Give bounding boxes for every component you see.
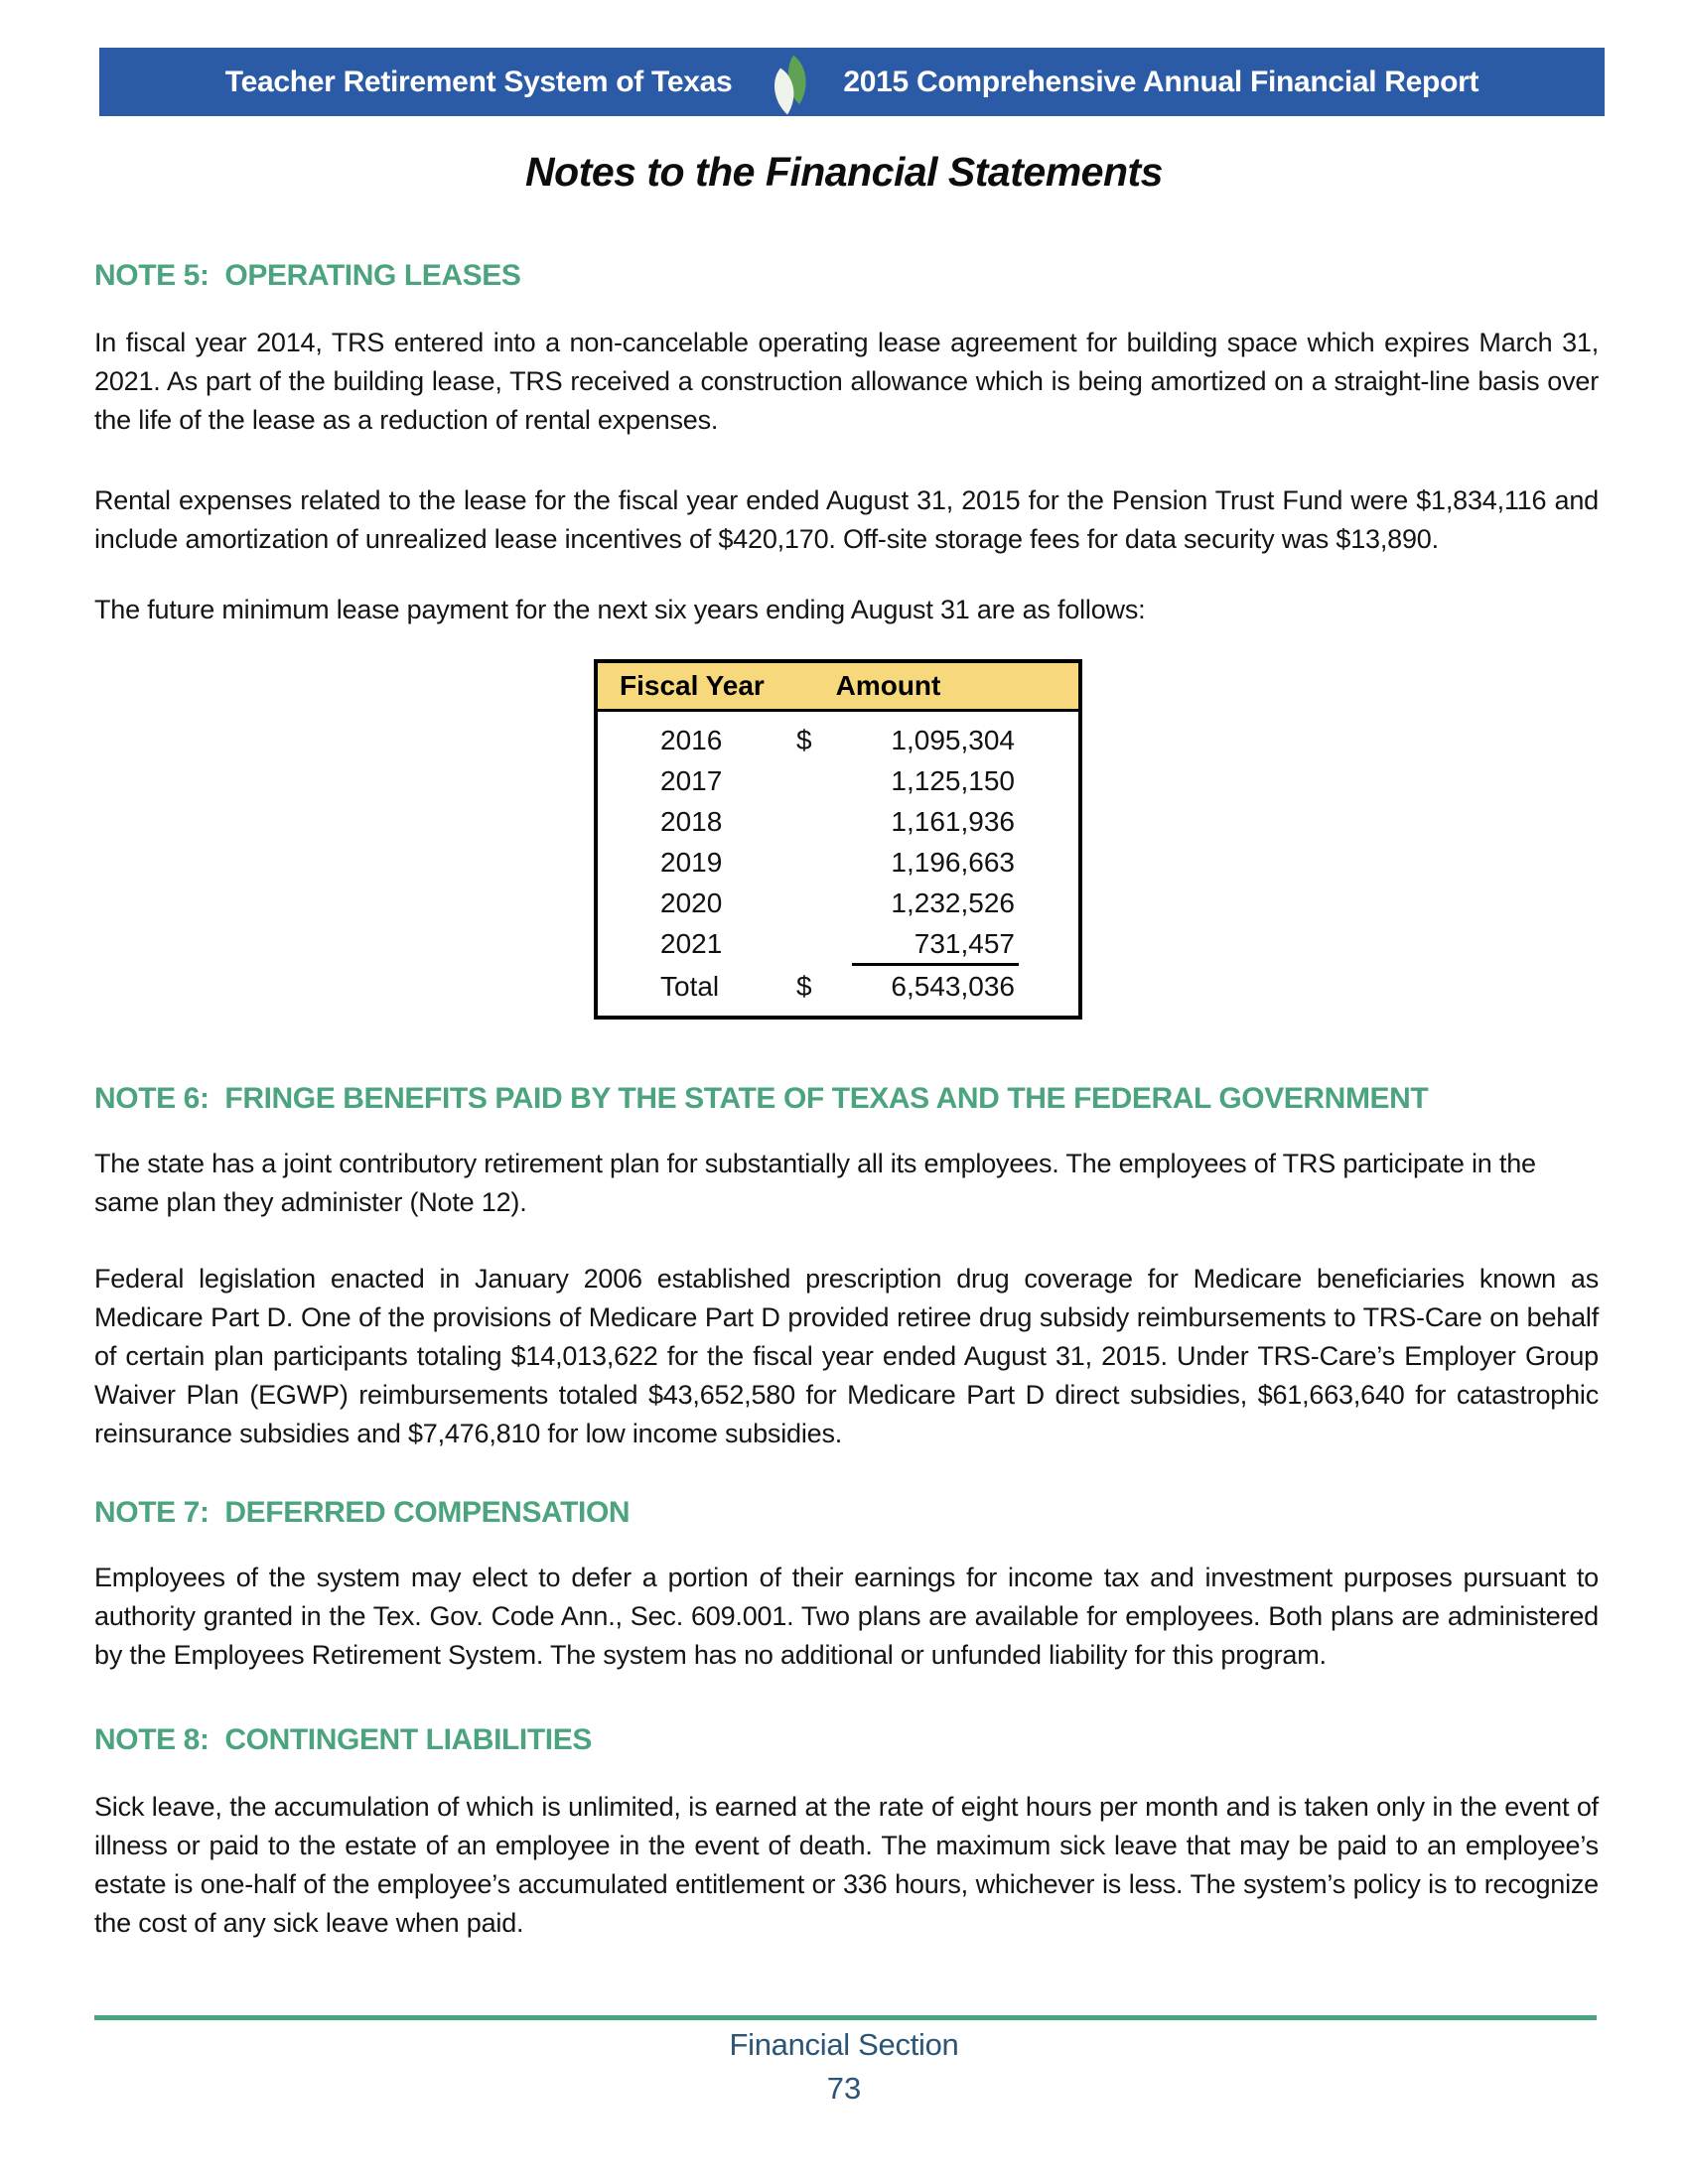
table-row (598, 842, 1078, 883)
note6-paragraph-1: The state has a joint contributory retirement plan for substantially all its employees. The employees of TRS participate in the same plan they administer (Note 12). (94, 1149, 1536, 1217)
note5-paragraph-1: In fiscal year 2014, TRS entered into a non-cancelable operating lease agreement for building space which expires March 31, 2021. As part of the building lease, TRS received a construction allowance which is being amortized on a straight-line basis over the life of the lease as a reduction of rental expenses. (94, 328, 1599, 435)
banner-org-title: Teacher Retirement System of Texas (224, 65, 733, 98)
lease-payments-table (594, 659, 1082, 1020)
amount-cell: 1,125,150 (891, 764, 1015, 796)
table-row (598, 883, 1078, 923)
note6-section (94, 1081, 1599, 1453)
amount-cell: 1,232,526 (891, 887, 1015, 918)
note6-heading: NOTE 6: FRINGE BENEFITS PAID BY THE STATE OF TEXAS AND THE FEDERAL GOVERNMENT (94, 1082, 1429, 1115)
note6-paragraph-2: Federal legislation enacted in January 2006 established prescription drug coverage for Medicare beneficiaries known as Medicare Part D. One of the provisions of Medicare Part D provided retiree drug subsidy reimbursements to TRS-Care on behalf of certain plan participants totaling $14,013,622 for the fiscal year ended August 31, 2015. Under TRS-Care’s Employer Group Waiver Plan (EGWP) reimbursements totaled $43,652,580 for Medicare Part D direct subsidies, $61,663,640 for catastrophic reinsurance subsidies and $7,476,810 for low income subsidies. (94, 1264, 1599, 1448)
footer-divider (94, 2015, 1597, 2020)
lease-table-header-fiscal-year: Fiscal Year (620, 670, 765, 701)
document-body (94, 246, 1599, 1943)
footer-section-label: Financial Section (729, 2027, 959, 2062)
note7-section (94, 1495, 1599, 1675)
table-row (598, 720, 1078, 760)
note7-paragraph-1: Employees of the system may elect to defer a portion of their earnings for income tax and investment purposes pursuant to authority granted in the Tex. Gov. Code Ann., Sec. 609.001. Two plans are available for employees. Both plans are administered by the Employees Retirement System. The system has no additional or unfunded liability for this program. (94, 1563, 1599, 1670)
fiscal-year-cell: 2016 (660, 724, 723, 755)
amount-cell: 1,161,936 (891, 805, 1015, 837)
currency-cell: $ (796, 971, 812, 1002)
report-banner (99, 48, 1605, 116)
note5-paragraph-3: The future minimum lease payment for the next six years ending August 31 are as follows: (94, 595, 1146, 624)
note5-heading: NOTE 5: OPERATING LEASES (94, 259, 521, 292)
lease-table-header-row (598, 663, 1078, 712)
fiscal-year-cell: 2017 (660, 764, 723, 796)
amount-cell: 731,457 (914, 927, 1015, 959)
total-rule (852, 963, 1019, 966)
table-row (598, 801, 1078, 842)
footer-page-number: 73 (826, 2071, 862, 2106)
table-row (598, 923, 1078, 964)
page-title: Notes to the Financial Statements (525, 149, 1163, 195)
note5-paragraph-2: Rental expenses related to the lease for the fiscal year ended August 31, 2015 for the Pension Trust Fund were $1,834,116 and include amortization of unrealized lease incentives of $420,170. Off-site storage fees for data security was $13,890. (94, 485, 1599, 554)
total-amount-cell: 6,543,036 (891, 971, 1015, 1002)
fiscal-year-cell: 2018 (660, 805, 723, 837)
lease-table-body (598, 712, 1078, 1016)
note5-section (94, 258, 1599, 1020)
trs-leaf-icon (762, 54, 813, 117)
currency-cell: $ (796, 724, 812, 755)
total-label-cell: Total (660, 971, 720, 1002)
note8-section (94, 1722, 1599, 1943)
note8-paragraph-1: Sick leave, the accumulation of which is unlimited, is earned at the rate of eight hours per month and is taken only in the event of illness or paid to the estate of an employee in the event of death. The maximum sick leave that may be paid to an employee’s estate is one-half of the employee’s accumulated entitlement or 336 hours, whichever is less. The system’s policy is to recognize the cost of any sick leave when paid. (94, 1792, 1599, 1938)
fiscal-year-cell: 2020 (660, 887, 723, 918)
amount-cell: 1,196,663 (891, 846, 1015, 878)
table-row (598, 760, 1078, 801)
amount-cell: 1,095,304 (891, 724, 1015, 755)
fiscal-year-cell: 2019 (660, 846, 723, 878)
table-total-row (598, 964, 1078, 1010)
lease-table-header-amount: Amount (835, 670, 941, 701)
fiscal-year-cell: 2021 (660, 927, 723, 959)
note8-heading: NOTE 8: CONTINGENT LIABILITIES (94, 1723, 592, 1756)
banner-report-title: 2015 Comprehensive Annual Financial Report (843, 65, 1479, 98)
note7-heading: NOTE 7: DEFERRED COMPENSATION (94, 1496, 631, 1529)
